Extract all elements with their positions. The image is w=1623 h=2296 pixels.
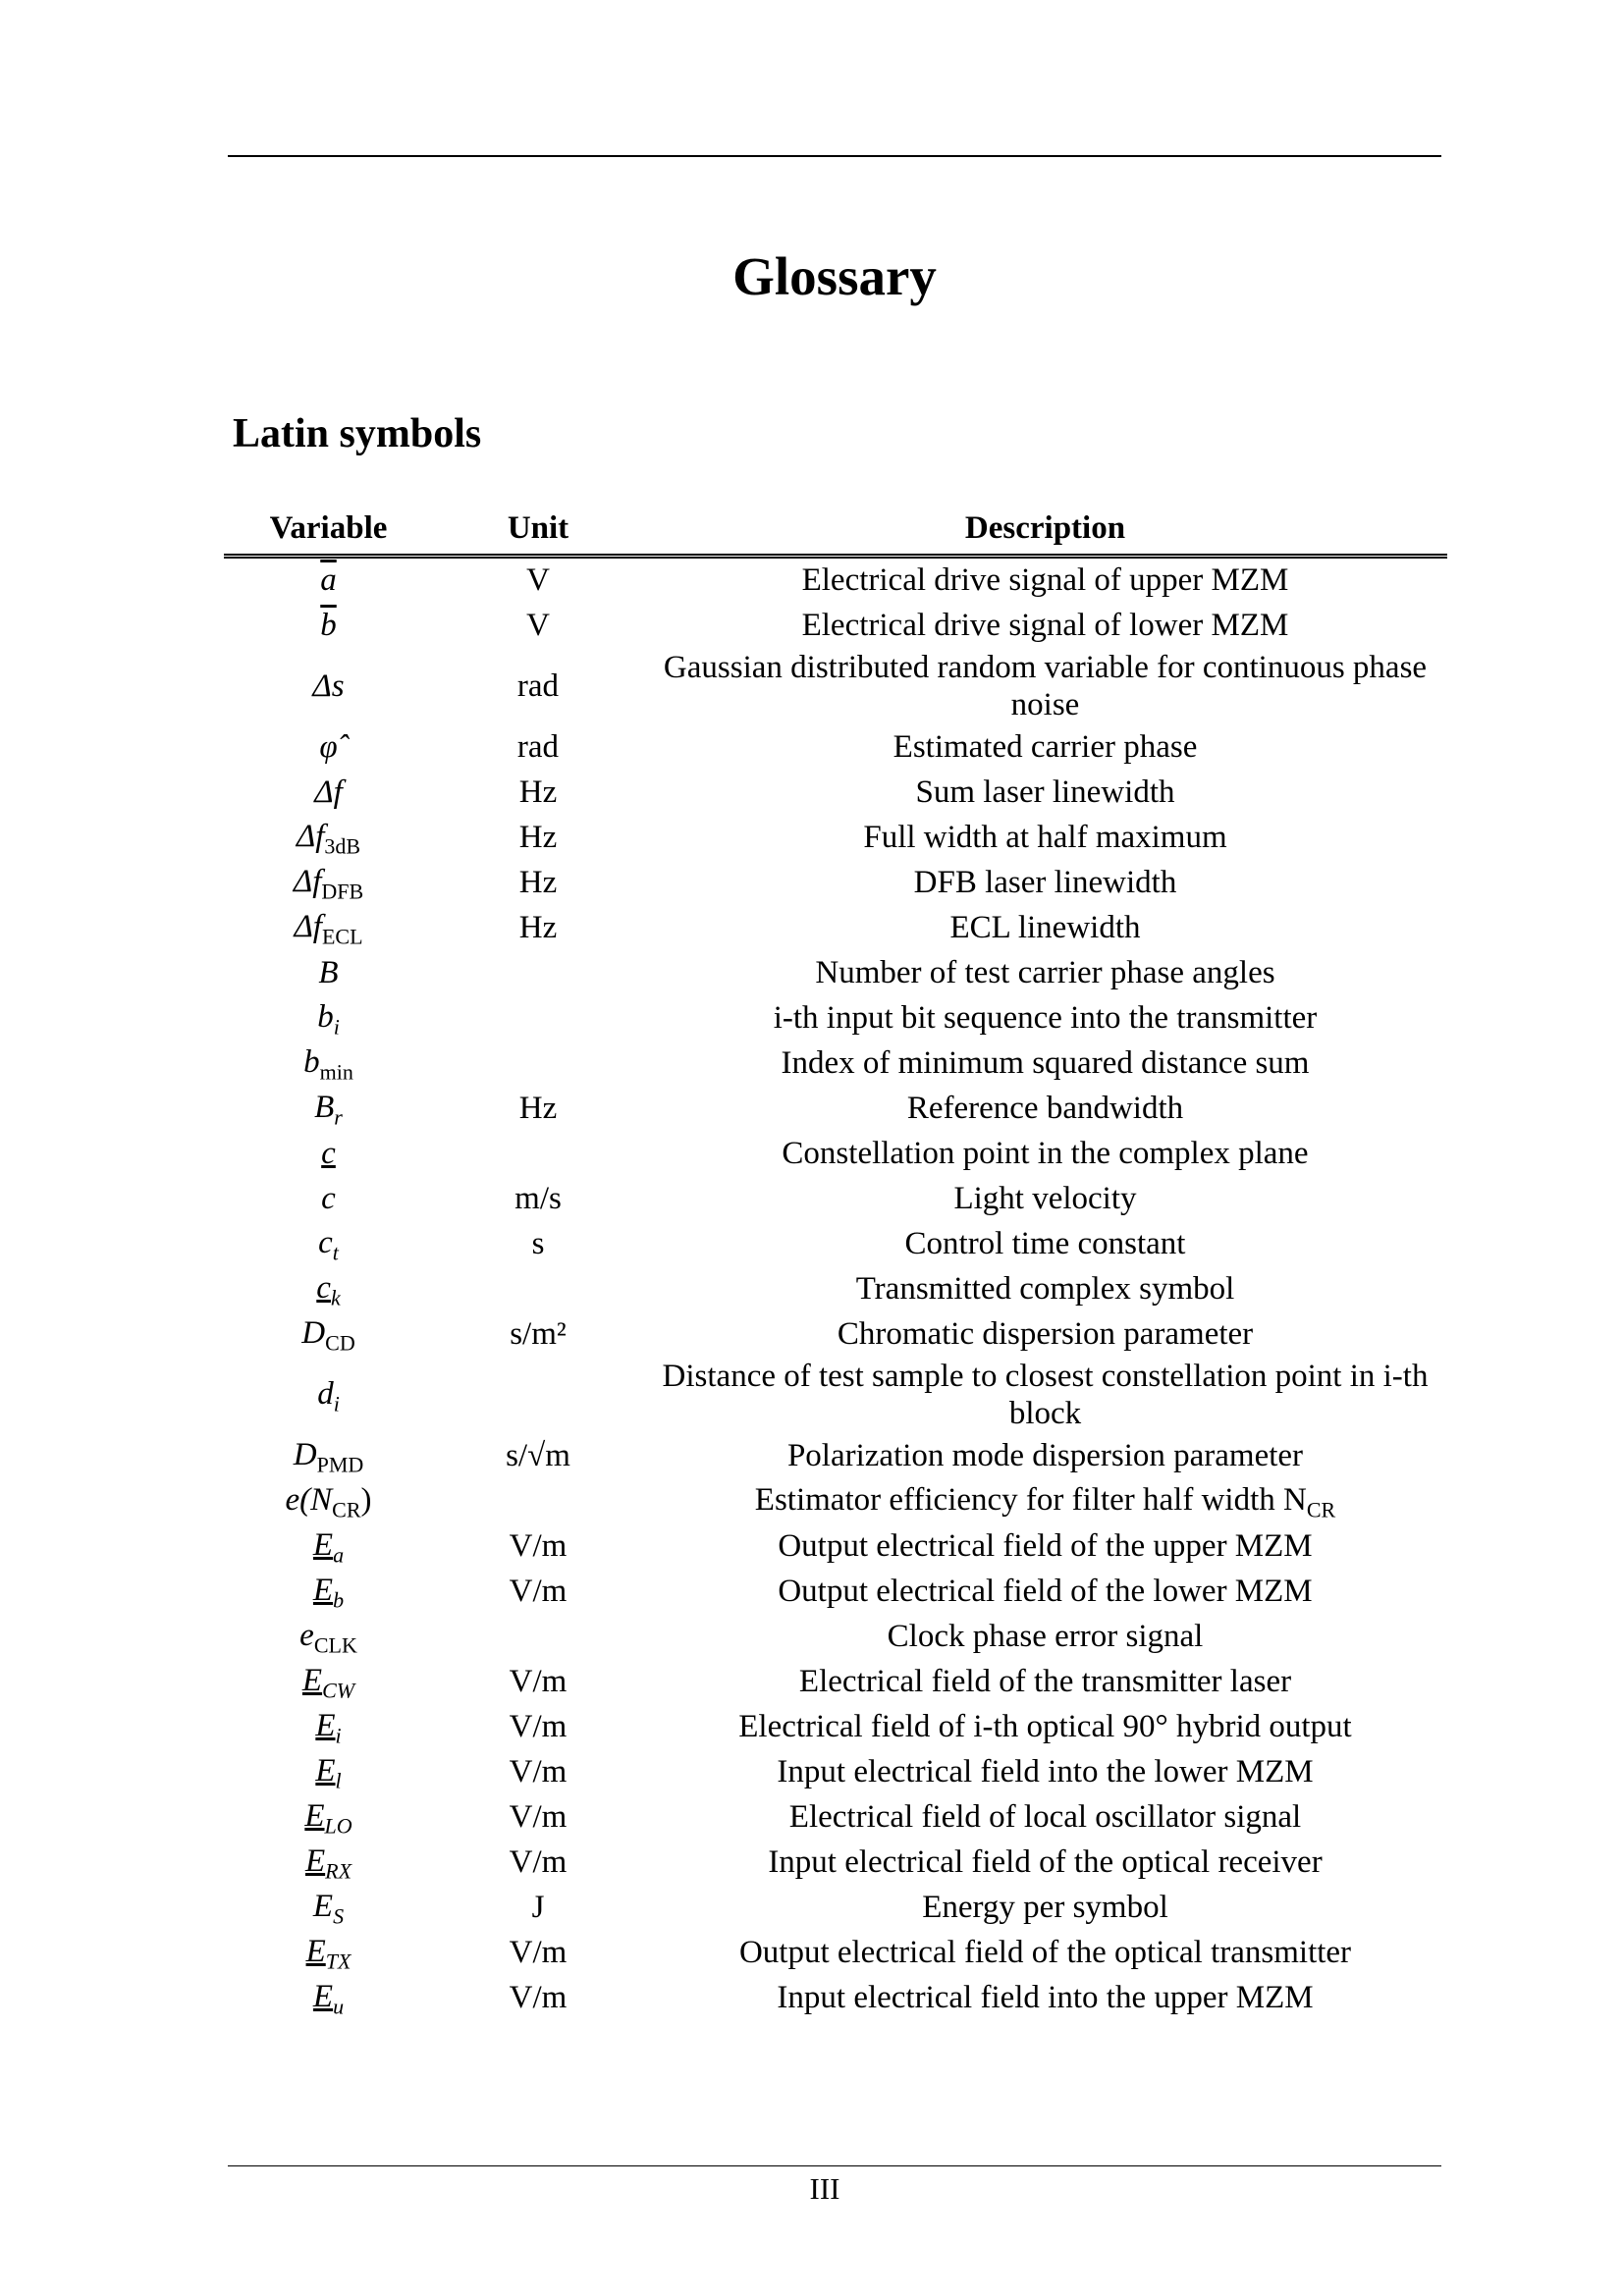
table-row <box>224 1312 1447 1358</box>
unit-cell: rad <box>516 729 560 766</box>
unit-cell: V/m <box>509 1664 568 1700</box>
variable-cell: $E_i$ <box>315 1707 342 1748</box>
variable-cell: $E_l$ <box>315 1752 342 1793</box>
table-row <box>224 1524 1447 1570</box>
description-cell: Electrical field of i-th optical 90° hybrid output <box>738 1709 1352 1745</box>
description-cell: Distance of test sample to closest constellation point in i-th block <box>662 1359 1429 1431</box>
description-cell: Gaussian distributed random variable for continuous phase noise <box>663 650 1428 722</box>
description-cell: Number of test carrier phase angles <box>815 955 1275 991</box>
description-cell: Estimator efficiency for filter half width $N_{CR}$ <box>754 1481 1336 1522</box>
unit-cell <box>433 1358 643 1434</box>
variable-cell: Δs <box>312 668 345 705</box>
section-heading: Latin symbols <box>233 411 482 456</box>
variable-cell: $c_t$ <box>318 1224 339 1265</box>
unit-cell: Hz <box>518 774 558 811</box>
variable-cell: $B_r$ <box>314 1089 343 1130</box>
description-cell: Output electrical field of the lower MZM <box>778 1574 1313 1610</box>
unit-cell: J <box>531 1890 545 1926</box>
table-row <box>224 1087 1447 1132</box>
description-cell: Input electrical field into the upper MZM <box>777 1980 1314 2016</box>
description-cell: Transmitted complex symbol <box>855 1271 1235 1308</box>
table-row <box>224 996 1447 1041</box>
unit-cell: V/m <box>509 1574 568 1610</box>
variable-cell: $E_a$ <box>312 1526 345 1568</box>
table-row <box>224 1222 1447 1267</box>
variable-cell: Δf <box>314 774 343 811</box>
table-row <box>224 1434 1447 1479</box>
description-cell: i-th input bit sequence into the transmitter <box>773 1000 1318 1037</box>
description-cell: Sum laser linewidth <box>915 774 1175 811</box>
table-row <box>224 1931 1447 1976</box>
variable-cell: $E_{CW}$ <box>301 1662 355 1703</box>
unit-cell: s/m² <box>510 1316 567 1353</box>
description-cell: Energy per symbol <box>922 1890 1168 1926</box>
description-cell: Control time constant <box>904 1226 1186 1262</box>
variable-cell: B <box>318 955 339 991</box>
variable-cell: $b_{min}$ <box>303 1043 353 1085</box>
variable-cell: $\Delta f_{DFB}$ <box>293 863 364 904</box>
variable-cell: $\Delta f_{ECL}$ <box>294 908 363 949</box>
description-cell: Clock phase error signal <box>887 1619 1204 1655</box>
unit-cell: V/m <box>509 1799 568 1836</box>
unit-cell <box>433 1132 643 1177</box>
header-unit: Unit <box>507 510 569 547</box>
variable-cell: $D_{CD}$ <box>301 1314 355 1356</box>
table-row <box>224 1795 1447 1841</box>
table-row <box>224 1705 1447 1750</box>
table-row <box>224 1177 1447 1222</box>
glossary-table <box>224 505 1447 2021</box>
table-row <box>224 816 1447 861</box>
unit-cell: s/√m <box>506 1438 570 1474</box>
variable-cell: $\overline{a}$ <box>320 562 337 599</box>
table-row <box>224 771 1447 816</box>
footer-rule <box>228 2165 1441 2166</box>
table-row <box>224 1660 1447 1705</box>
description-cell: Electrical drive signal of upper MZM <box>801 562 1289 599</box>
table-row <box>224 1132 1447 1177</box>
description-cell: ECL linewidth <box>949 910 1141 946</box>
variable-cell: $E_{RX}$ <box>304 1842 352 1884</box>
table-header-row <box>224 505 1447 557</box>
page-number: III <box>809 2171 840 2206</box>
table-row <box>224 604 1447 649</box>
variable-cell: $E_b$ <box>312 1572 345 1613</box>
description-cell: Output electrical field of the upper MZM <box>778 1528 1313 1565</box>
unit-cell: rad <box>516 668 560 705</box>
unit-cell: V <box>526 562 550 599</box>
header-description: Description <box>964 510 1126 547</box>
header-rule <box>228 155 1441 157</box>
description-cell: Electrical field of local oscillator signal <box>788 1799 1302 1836</box>
description-cell: Estimated carrier phase <box>893 729 1198 766</box>
description-cell: Chromatic dispersion parameter <box>837 1316 1254 1353</box>
unit-cell: Hz <box>518 820 558 856</box>
table-row <box>224 951 1447 996</box>
unit-cell <box>433 996 643 1041</box>
variable-cell: $c_k$ <box>316 1269 341 1310</box>
unit-cell: V/m <box>509 1980 568 2016</box>
table-row <box>224 1267 1447 1312</box>
variable-cell: c <box>321 1136 336 1172</box>
description-cell: Light velocity <box>953 1181 1137 1217</box>
description-cell: Full width at half maximum <box>863 820 1227 856</box>
variable-cell: $\Delta f_{3dB}$ <box>296 818 361 859</box>
table-row <box>224 1841 1447 1886</box>
table-row <box>224 861 1447 906</box>
table-row <box>224 725 1447 771</box>
table-row <box>224 906 1447 951</box>
description-cell: Electrical drive signal of lower MZM <box>801 608 1289 644</box>
unit-cell: s <box>531 1226 545 1262</box>
variable-cell: $d_i$ <box>317 1375 340 1416</box>
variable-cell: $E_{LO}$ <box>304 1797 352 1839</box>
table-row <box>224 649 1447 725</box>
unit-cell: V/m <box>509 1844 568 1881</box>
unit-cell: Hz <box>518 1091 558 1127</box>
table-row <box>224 1041 1447 1087</box>
description-cell: Input electrical field of the optical receiver <box>768 1844 1323 1881</box>
description-cell: DFB laser linewidth <box>913 865 1177 901</box>
variable-cell: $E_S$ <box>312 1888 345 1929</box>
table-row <box>224 1615 1447 1660</box>
table-row <box>224 1886 1447 1931</box>
unit-cell: Hz <box>518 910 558 946</box>
unit-cell <box>433 1479 643 1524</box>
variable-cell: $D_{PMD}$ <box>293 1436 364 1477</box>
table-row <box>224 1479 1447 1524</box>
unit-cell <box>433 1615 643 1660</box>
unit-cell <box>433 951 643 996</box>
unit-cell: V/m <box>509 1935 568 1971</box>
unit-cell: V <box>526 608 550 644</box>
description-cell: Polarization mode dispersion parameter <box>786 1438 1304 1474</box>
description-cell: Index of minimum squared distance sum <box>781 1045 1310 1082</box>
page-title: Glossary <box>732 246 937 306</box>
variable-cell: c <box>321 1181 336 1217</box>
unit-cell: V/m <box>509 1754 568 1790</box>
table-row <box>224 1358 1447 1434</box>
description-cell: Output electrical field of the optical transmitter <box>738 1935 1352 1971</box>
header-variable: Variable <box>269 510 388 547</box>
unit-cell: V/m <box>509 1709 568 1745</box>
variable-cell: $e(N_{CR})$ <box>285 1481 372 1522</box>
unit-cell <box>433 1041 643 1087</box>
table-row <box>224 1750 1447 1795</box>
unit-cell: Hz <box>518 865 558 901</box>
variable-cell: $e_{CLK}$ <box>299 1617 357 1658</box>
table-row <box>224 1976 1447 2021</box>
variable-cell: φ̂ <box>319 729 338 766</box>
unit-cell: V/m <box>509 1528 568 1565</box>
table-row <box>224 1570 1447 1615</box>
description-cell: Constellation point in the complex plane <box>782 1136 1309 1172</box>
table-row <box>224 557 1447 605</box>
unit-cell: m/s <box>514 1181 562 1217</box>
variable-cell: $E_{TX}$ <box>305 1933 352 1974</box>
unit-cell <box>433 1267 643 1312</box>
variable-cell: $b_i$ <box>317 998 340 1040</box>
variable-cell: $E_u$ <box>312 1978 345 2019</box>
variable-cell: $\overline{b}$ <box>320 608 337 644</box>
description-cell: Input electrical field into the lower MZM <box>777 1754 1314 1790</box>
description-cell: Electrical field of the transmitter laser <box>798 1664 1292 1700</box>
description-cell: Reference bandwidth <box>906 1091 1184 1127</box>
